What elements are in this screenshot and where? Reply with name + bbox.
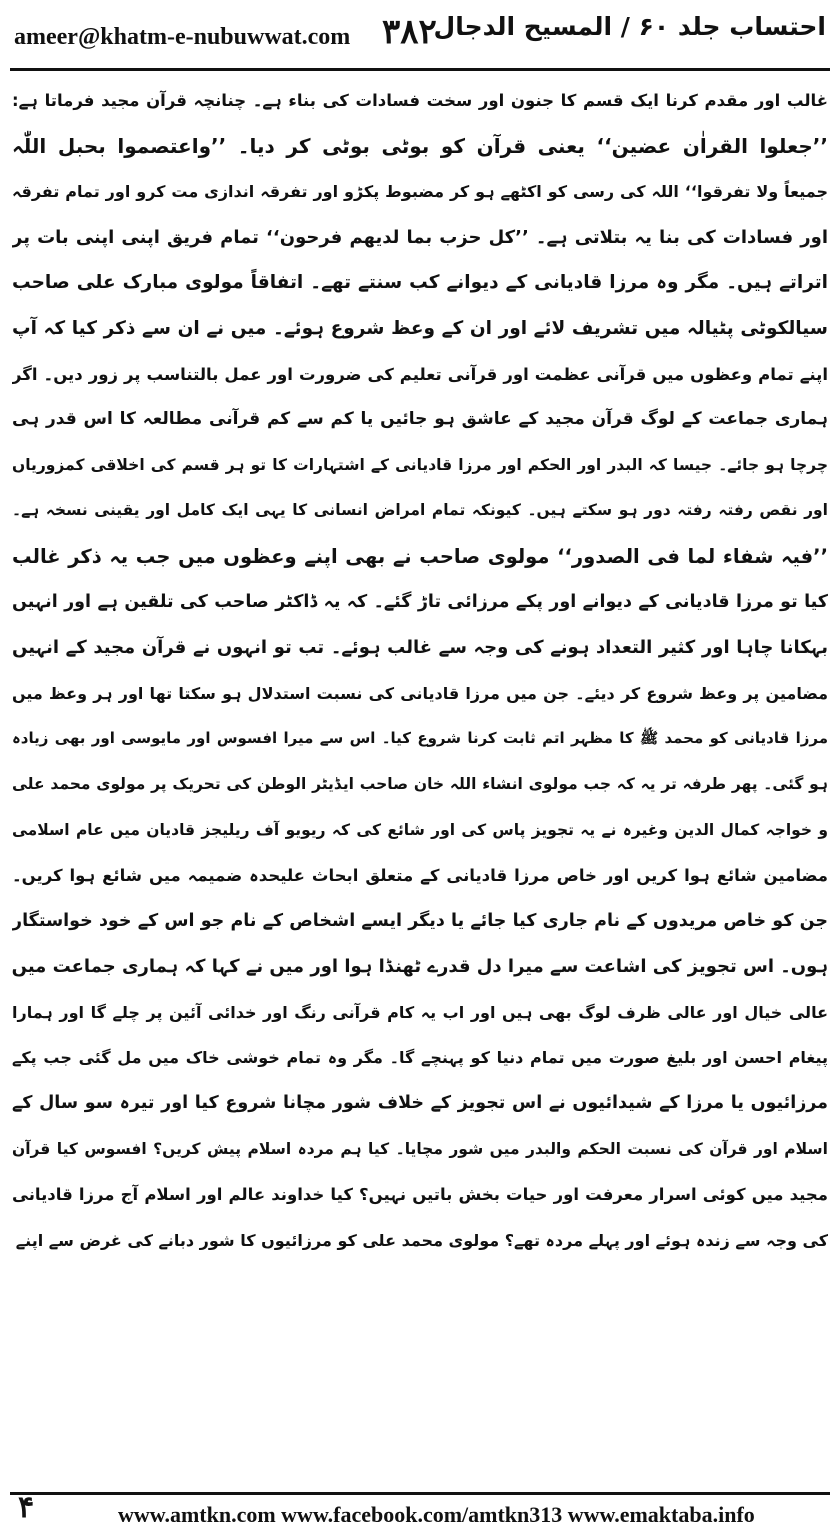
body-line: اور فسادات کی بنا یہ بتلاتی ہے۔ ’’کل حزب بما لدیھم فرحون‘‘ تمام فریق اپنی اپنی بات پر xyxy=(12,226,828,248)
body-text xyxy=(12,78,828,1263)
body-line: غالب اور مقدم کرنا ایک قسم کا جنون اور سخت فسادات کی بناء ہے۔ چنانچہ قرآن مجید فرماتا ہے: xyxy=(12,91,828,110)
header-email: ameer@khatm-e-nubuwwat.com xyxy=(14,24,351,50)
footer-links: www.amtkn.com www.facebook.com/amtkn313 www.emaktaba.info xyxy=(118,1502,755,1527)
body-line: کی وجہ سے زندہ ہوئے اور پہلے مردہ تھے؟ مولوی محمد علی کو مرزائیوں کا شور دبانے کی غرض سے اپنے xyxy=(15,1230,828,1250)
body-line: اتراتے ہیں۔ مگر وہ مرزا قادیانی کے دیوانے کب سنتے تھے۔ اتفاقاً مولوی مبارک علی صاحب xyxy=(12,272,828,294)
body-line: مضامین پر وعظ شروع کر دیئے۔ جن میں مرزا قادیانی کی نسبت استدلال ہو سکتا تھا اور ہر وعظ میں xyxy=(12,683,828,703)
body-line: مرزائیوں یا مرزا کے شیدائیوں نے اس تجویز کے خلاف شور مچانا شروع کیا اور تیرہ سو سال کے xyxy=(12,1093,828,1114)
header-divider xyxy=(10,68,830,71)
body-line: بہکانا چاہا اور کثیر التعداد ہونے کی وجہ سے غالب ہوئے۔ تب تو انہوں نے قرآن مجید کے انہیں xyxy=(12,637,828,659)
body-line: ہماری جماعت کے لوگ قرآن مجید کے عاشق ہو جائیں یا کم سے کم قرآنی مطالعہ کا اس قدر ہی xyxy=(12,409,828,430)
body-line: و خواجہ کمال الدین وغیرہ نے یہ تجویز پاس کی اور شائع کی کہ ریویو آف ریلیجز قادیان میں عام اسلامی xyxy=(12,820,828,839)
body-line: ’’فیہ شفاء لما فی الصدور‘‘ مولوی صاحب نے بھی اپنے وعظوں میں جب یہ ذکر غالب xyxy=(12,544,828,568)
footer-marker: ۴ xyxy=(18,1490,35,1525)
body-line: کیا تو مرزا قادیانی کے دیوانے اور پکے مرزائی تاڑ گئے۔ کہ یہ ڈاکٹر صاحب کی تلقین ہے اور انہیں xyxy=(12,591,828,612)
body-line: پیغام احسن اور بلیغ صورت میں تمام دنیا کو پہنچے گا۔ مگر وہ تمام خوشی خاک میں مل گئی جب پکے xyxy=(12,1048,828,1068)
body-line: عالی خیال اور عالی ظرف لوگ بھی ہیں اور اب یہ کام قرآنی رنگ اور خدائی آئین پر چلے گا اور ہمارا xyxy=(12,1002,828,1022)
page-header xyxy=(0,0,840,72)
body-line: ہو گئی۔ پھر طرفہ تر یہ کہ جب مولوی انشاء اللہ خان صاحب ایڈیٹر الوطن کی تحریک پر مولوی محمد علی xyxy=(12,774,828,793)
body-line: ہوں۔ اس تجویز کی اشاعت سے میرا دل قدرے ٹھنڈا ہوا اور میں نے کہا کہ ہماری جماعت میں xyxy=(12,956,828,978)
header-page-number: ٣٨٢ xyxy=(382,12,437,52)
body-line: ’’جعلوا القراٰن عضین‘‘ یعنی قرآن کو بوٹی بوٹی کر دیا۔ ’’واعتصموا بحبل اللّٰہ xyxy=(12,133,828,158)
footer-divider xyxy=(10,1492,830,1495)
header-book-title: احتساب جلد ۶۰ / المسیح الدجال xyxy=(433,12,826,41)
body-line: جن کو خاص مریدوں کے نام جاری کیا جائے یا دیگر ایسے اشخاص کے نام جو اس کے خود خواستگار xyxy=(12,910,828,931)
body-line: مجید میں کوئی اسرار معرفت اور حیات بخش باتیں نہیں؟ کیا خداوند عالم اور اسلام آج مرزا قادیانی xyxy=(12,1185,828,1205)
page-footer xyxy=(0,1486,840,1540)
body-line: اور نقص رفتہ رفتہ دور ہو سکتے ہیں۔ کیونکہ تمام امراض انسانی کا یہی ایک کامل اور یقینی نسخہ ہے۔ xyxy=(12,501,828,520)
body-line: سیالکوٹی پٹیالہ میں تشریف لائے اور ان کے وعظ شروع ہوئے۔ میں نے ان سے ذکر کیا کہ آپ xyxy=(12,317,828,339)
body-line: مرزا قادیانی کو محمد ﷺ کا مظہر اتم ثابت کرنا شروع کیا۔ اس سے میرا افسوس اور مایوسی اور بھی زیادہ xyxy=(12,729,828,748)
body-line: چرچا ہو جائے۔ جیسا کہ البدر اور الحکم اور مرزا قادیانی کے اشتہارات کا تو ہر قسم کی اخلاقی کمزوریاں xyxy=(12,455,828,474)
body-line: جمیعاً ولا تفرقوا‘‘ اللہ کی رسی کو اکٹھے ہو کر مضبوط پکڑو اور تفرقہ اندازی مت کرو اور تمام تفرقہ xyxy=(12,182,828,202)
body-line: مضامین شائع ہوا کریں اور خاص مرزا قادیانی کے متعلق ابحاث علیحدہ ضمیمہ میں شائع ہوا کریں۔ xyxy=(12,866,828,886)
body-line: اپنے تمام وعظوں میں قرآنی عظمت اور قرآنی تعلیم کی ضرورت اور عمل بالتناسب پر زور دیں۔ اگر xyxy=(12,364,828,384)
body-line: اسلام اور قرآن کی نسبت الحکم والبدر میں شور مچایا۔ کیا ہم مردہ اسلام پیش کریں؟ افسوس کیا قرآن xyxy=(12,1139,828,1158)
